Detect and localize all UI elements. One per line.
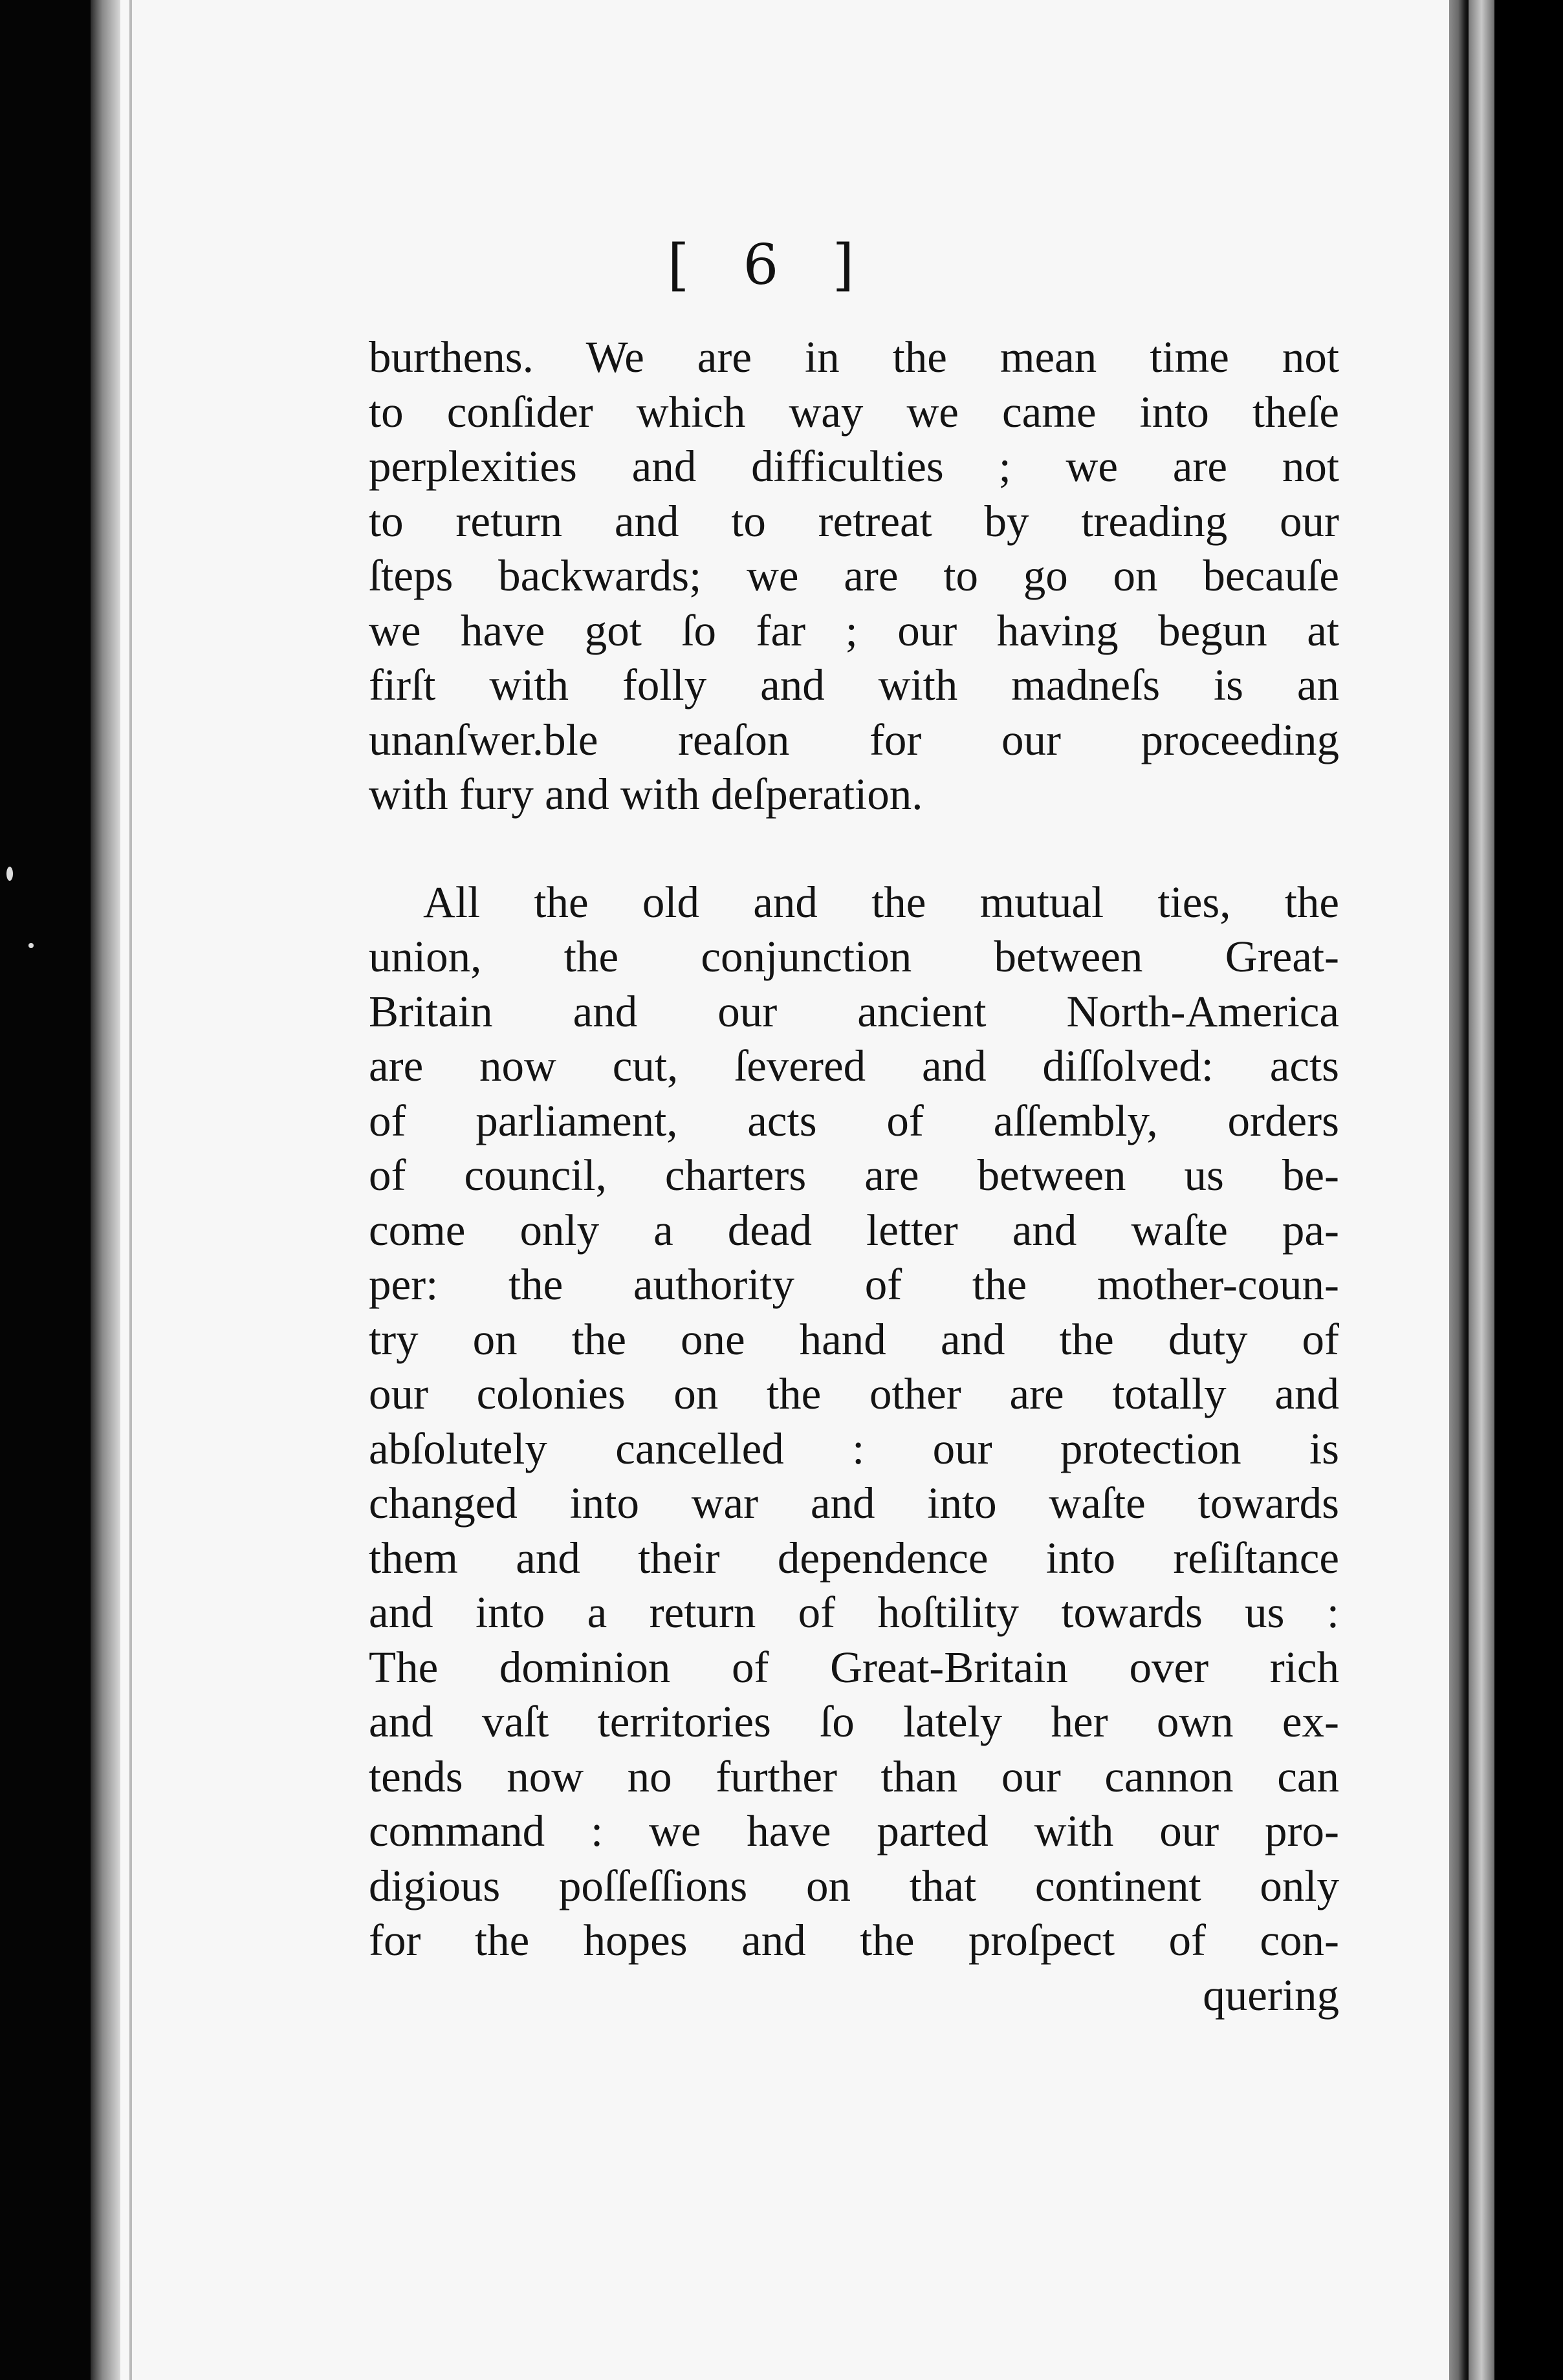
text-line: to return and to retreat by treading our [369,496,1339,546]
text-line: digious poſſeſſions on that continent only [369,1861,1339,1910]
text-line: we have got ſo far ; our having begun at [369,605,1339,655]
text-line: and into a return of hoſtility towards us : [369,1588,1339,1637]
page-gutter-shadow [91,0,120,2380]
paragraph-2 [369,875,1339,1968]
catchword: quering [1203,1970,1339,2020]
text-line: command : we have parted with our pro- [369,1806,1339,1855]
text-line: union, the conjunction between Great- [369,932,1339,981]
body-text [369,330,1339,2022]
text-line: abſolutely cancelled : our protection is [369,1423,1339,1473]
page-number-header: [ 6 ] [667,233,873,298]
text-line: try on the one hand and the duty of [369,1314,1339,1364]
text-line: unanſwer.ble reaſon for our proceeding [369,715,1339,764]
scan-right-edge [1449,0,1563,2380]
text-line: our colonies on the other are totally and [369,1369,1339,1418]
book-page [91,0,1462,2380]
scan-speck [6,867,13,881]
text-line: of parliament, acts of aſſembly, orders [369,1096,1339,1145]
text-line: Britain and our ancient North-America [369,986,1339,1036]
text-line: per: the authority of the mother-coun- [369,1260,1339,1309]
next-page-edge [1469,0,1494,2380]
scan-speck [28,943,34,948]
text-line: are now cut, ſevered and diſſolved: acts [369,1041,1339,1090]
text-line: The dominion of Great-Britain over rich [369,1642,1339,1692]
text-line: them and their dependence into reſiſtance [369,1533,1339,1583]
text-line: tends now no further than our cannon can [369,1751,1339,1801]
text-line: and vaſt territories ſo lately her own ex- [369,1697,1339,1746]
text-line: burthens. We are in the mean time not [369,332,1339,382]
text-line: to conſider which way we came into theſe [369,387,1339,437]
text-line: changed into war and into waſte towards [369,1478,1339,1528]
text-line: for the hopes and the proſpect of con- [369,1916,1339,1965]
text-line: come only a dead letter and waſte pa- [369,1205,1339,1255]
scan-left-margin [0,0,91,2380]
paragraph-gap [369,822,1339,875]
paragraph-1 [369,330,1339,822]
text-line: of council, charters are between us be- [369,1151,1339,1200]
text-line: with fury and with deſperation. [369,770,923,819]
text-line: firſt with folly and with madneſs is an [369,660,1339,709]
text-line: ſteps backwards; we are to go on becauſe [369,551,1339,600]
text-line: perplexities and difficulties ; we are not [369,442,1339,491]
page-gutter-line [129,0,132,2380]
text-line: All the old and the mutual ties, the [423,877,1339,927]
